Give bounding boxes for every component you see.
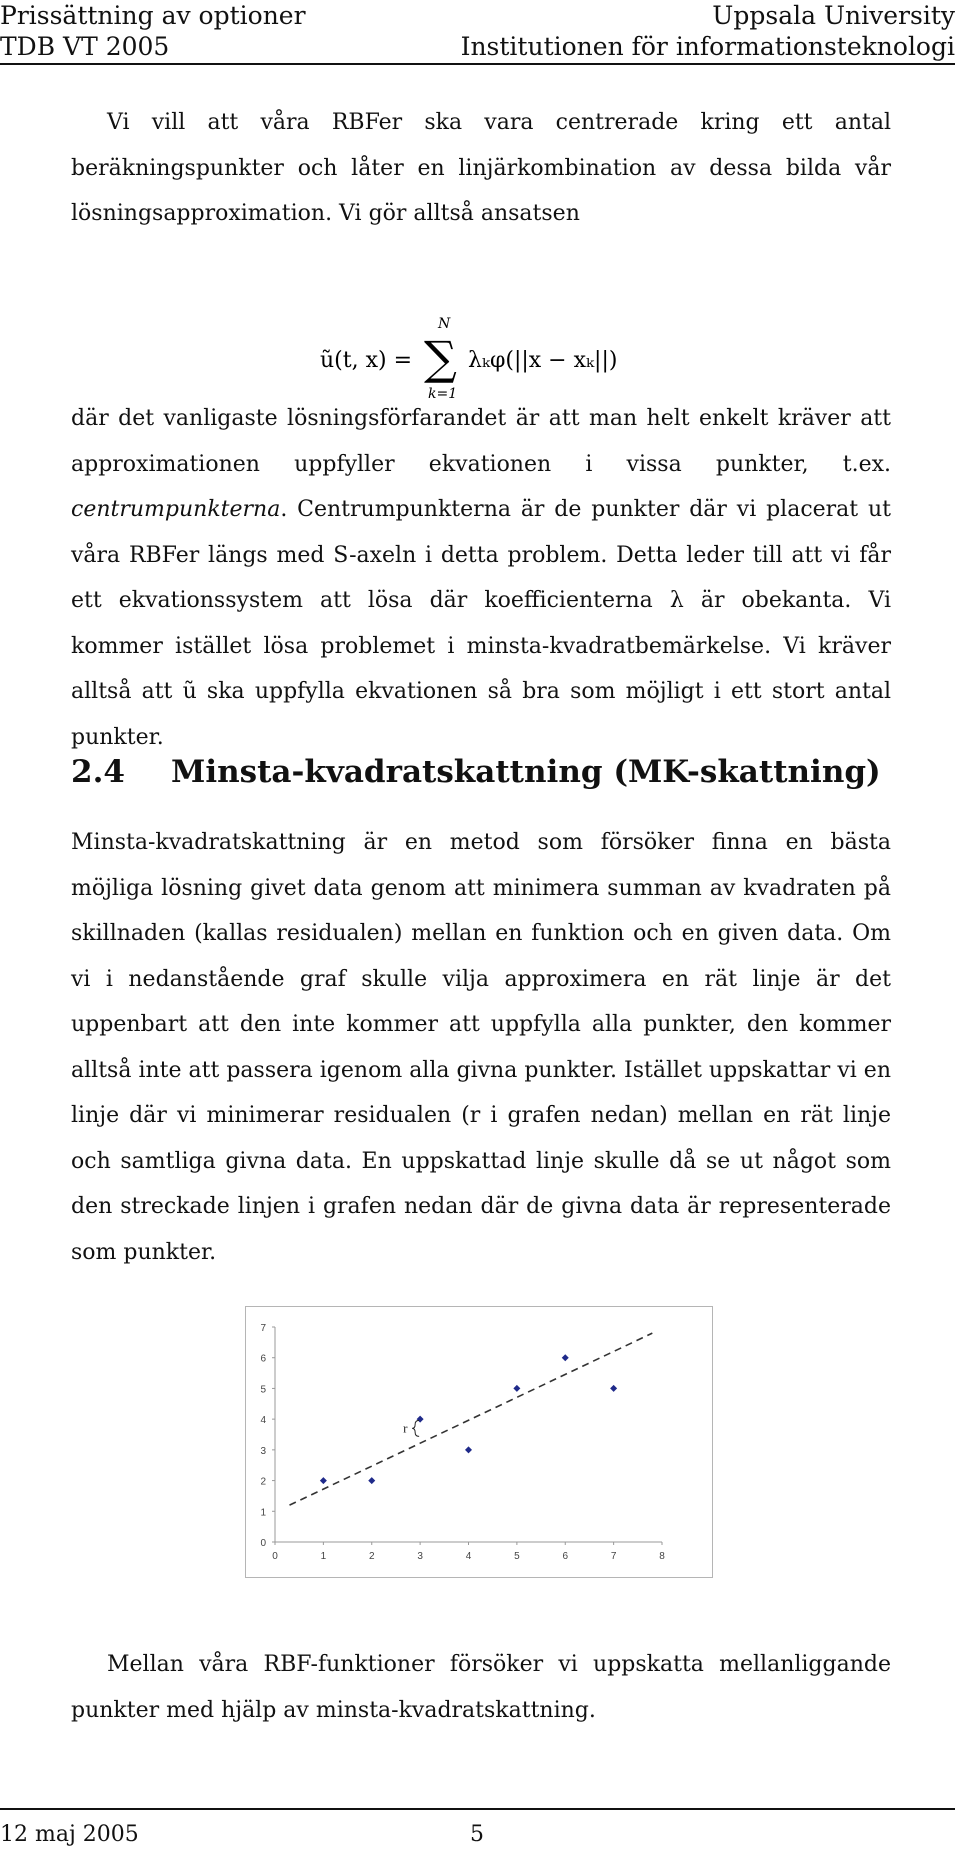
header-right <box>461 0 955 62</box>
residual-brace <box>412 1420 419 1436</box>
fitted-dashed-line <box>290 1333 653 1505</box>
y-tick-label: 4 <box>260 1415 266 1427</box>
intro-text: Vi vill att våra RBFer ska vara centrerade kring ett antal beräkningspunkter och låter en linjärkombination av dessa bilda vår lösningsapproximation. Vi gör alltså ansatsen <box>71 110 891 226</box>
y-tick-label: 2 <box>260 1476 266 1488</box>
ansatz-formula <box>320 310 720 400</box>
y-tick-label: 1 <box>260 1507 266 1519</box>
y-tick-label: 5 <box>260 1384 266 1396</box>
section-number: 2.4 <box>71 754 125 790</box>
header-course-term: TDB VT 2005 <box>0 32 170 61</box>
page-footer <box>0 1808 960 1851</box>
data-point <box>562 1354 569 1361</box>
residual-label: r <box>403 1420 408 1436</box>
data-point <box>368 1477 375 1484</box>
mk-paragraph <box>71 820 891 1275</box>
scatter-chart-frame <box>245 1306 713 1578</box>
x-tick-label: 3 <box>417 1551 423 1562</box>
data-point <box>513 1385 520 1392</box>
x-tick-label: 6 <box>562 1551 569 1562</box>
formula-sum-lower: k=1 <box>428 386 458 400</box>
mk-text: Minsta-kvadratskattning är en metod som försöker finna en bästa möjliga lösning givet data genom att minimera summan av kvadraten på skillnaden (kallas residualen) mellan en funktion och en given data. Om vi i nedanstående graf skulle vilja approximera en rät linje är det uppenbart att den inte kommer att uppfylla alla punkter, den kommer alltså inte att passera igenom alla givna punkter. Istället uppskattar vi en linje där vi minimerar residualen (r i grafen nedan) mellan en rät linje och samtliga givna data. En uppskattad linje skulle då se ut något som den streckade linjen i grafen nedan där de givna data är representerade som punkter. <box>71 830 891 1265</box>
intro-paragraph <box>71 100 891 237</box>
header-course-title: Prissättning av optioner <box>0 1 306 30</box>
x-tick-label: 4 <box>465 1551 472 1562</box>
formula-sum-upper: N <box>438 316 451 332</box>
section-heading <box>71 752 951 792</box>
formula-lhs: ũ(t, x) = <box>320 348 412 373</box>
x-tick-label: 1 <box>320 1551 327 1562</box>
y-tick-label: 0 <box>260 1538 266 1549</box>
y-tick-label: 3 <box>260 1445 266 1457</box>
header-left <box>0 0 306 62</box>
data-point <box>465 1446 472 1453</box>
x-tick-label: 7 <box>610 1551 617 1562</box>
formula-rhs: λₖφ(||x − xₖ||) <box>468 348 618 373</box>
header-department: Institutionen för informationsteknologi <box>460 32 955 61</box>
explanation-paragraph <box>71 396 891 760</box>
explanation-text-after: . Centrumpunkterna är de punkter där vi placerat ut våra RBFer längs med S-axeln i detta problem. Detta leder till att vi får ett ekvationssystem att lösa där koefficienterna λ är obekanta. Vi kommer istället lösa problemet i minsta-kvadratbemärkelse. Vi kräver alltså att ũ ska uppfylla ekvationen så bra som möjligt i ett stort antal punkter. <box>71 497 891 750</box>
data-point <box>320 1477 327 1484</box>
formula-sum-symbol: ∑ <box>424 331 457 385</box>
closing-paragraph <box>71 1642 891 1733</box>
closing-text: Mellan våra RBF-funktioner försöker vi uppskatta mellanliggande punkter med hjälp av minsta-kvadratskattning. <box>71 1652 891 1723</box>
data-point <box>417 1416 424 1423</box>
y-tick-label: 6 <box>260 1353 266 1365</box>
x-tick-label: 5 <box>514 1551 520 1562</box>
x-tick-label: 0 <box>272 1551 278 1562</box>
header-university: Uppsala University <box>712 1 955 30</box>
x-tick-label: 2 <box>368 1551 375 1562</box>
footer-rule <box>0 1808 955 1810</box>
explanation-text-before: där det vanligaste lösningsförfarandet är att man helt enkelt kräver att approximationen uppfyller ekvationen i vissa punkter, t.ex. <box>71 406 891 477</box>
data-point <box>610 1385 617 1392</box>
x-tick-label: 8 <box>659 1551 665 1562</box>
footer-date: 12 maj 2005 <box>0 1822 139 1847</box>
scatter-chart <box>246 1307 712 1577</box>
section-title-text: Minsta-kvadratskattning (MK-skattning) <box>171 754 881 790</box>
header-rule <box>0 63 955 65</box>
page-number: 5 <box>470 1822 484 1847</box>
y-tick-label: 7 <box>260 1323 266 1334</box>
explanation-emphasis: centrumpunkterna <box>71 497 281 522</box>
page-header <box>0 0 960 64</box>
